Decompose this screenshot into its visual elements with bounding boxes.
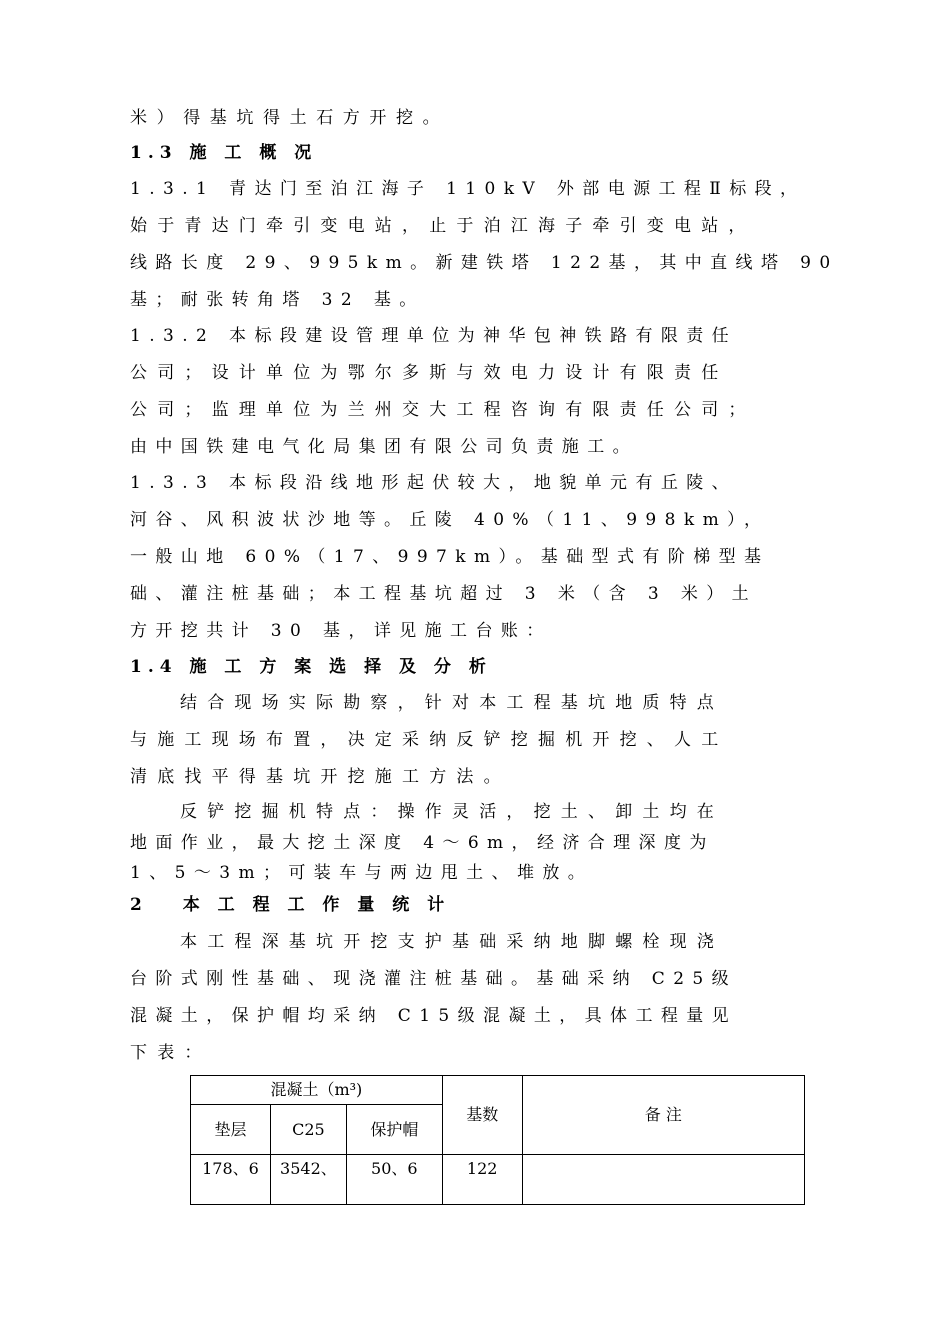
- text-line: 方开挖共计 30 基，详见施工台账：: [130, 621, 552, 641]
- text-line: 结合现场实际勘察，针对本工程基坑地质特点: [180, 693, 724, 713]
- jishu-header: 基数: [442, 1076, 522, 1155]
- section-heading: 1.3 施 工 概 况: [130, 143, 318, 163]
- beizhu-cell: [522, 1155, 804, 1205]
- text-line: 清底找平得基坑开挖施工方法。: [130, 767, 511, 787]
- text-line: 米）得基坑得土石方开挖。: [130, 108, 450, 128]
- baohumao-cell: 50、6: [346, 1155, 442, 1205]
- text-line: 下表：: [130, 1043, 212, 1063]
- text-line: 线路长度 29、995km。新建铁塔 122基，其中直线塔 90: [130, 253, 839, 273]
- quantity-table: [190, 1075, 805, 1205]
- concrete-group-header: 混凝土（m³): [191, 1076, 443, 1105]
- text-line: 由中国铁建电气化局集团有限公司负责施工。: [130, 437, 638, 457]
- text-line: 反铲挖掘机特点：操作灵活，挖土、卸土均在: [180, 802, 724, 822]
- dianceng-cell: 178、6: [191, 1155, 271, 1205]
- text-line: 台阶式刚性基础、现浇灌注桩基础。基础采纳 C25级: [130, 969, 738, 989]
- text-line: 始于青达门牵引变电站，止于泊江海子牵引变电站，: [130, 216, 756, 236]
- text-line: 混凝土，保护帽均采纳 C15级混凝土，具体工程量见: [130, 1006, 738, 1026]
- c25-cell: 3542、: [270, 1155, 346, 1205]
- text-line: 础、灌注桩基础；本工程基坑超过 3 米（含 3 米）土: [130, 584, 758, 604]
- section-heading: 1.4 施 工 方 案 选 择 及 分 析: [130, 657, 492, 677]
- text-line: 1.3.2 本标段建设管理单位为神华包神铁路有限责任: [130, 326, 738, 346]
- text-line: 公司；设计单位为鄂尔多斯与效电力设计有限责任: [130, 363, 729, 383]
- jishu-cell: 122: [442, 1155, 522, 1205]
- text-line: 公司；监理单位为兰州交大工程咨询有限责任公司；: [130, 400, 756, 420]
- text-line: 基；耐张转角塔 32 基。: [130, 290, 425, 310]
- table-row: [191, 1155, 805, 1205]
- beizhu-header: 备 注: [522, 1076, 804, 1155]
- text-line: 1、5～3m；可装车与两边甩土、堆放。: [130, 863, 594, 883]
- text-line: 河谷、风积波状沙地等。丘陵 40%（11、998km），: [130, 510, 770, 530]
- text-line: 一般山地 60%（17、997km）。基础型式有阶梯型基: [130, 547, 770, 567]
- text-line: 地面作业，最大挖土深度 4～6m，经济合理深度为: [130, 833, 715, 853]
- text-line: 1.3.1 青达门至泊江海子 110kV 外部电源工程Ⅱ标段，: [130, 179, 806, 199]
- text-line: 本工程深基坑开挖支护基础采纳地脚螺栓现浇: [180, 932, 724, 952]
- text-line: 1.3.3 本标段沿线地形起伏较大，地貌单元有丘陵、: [130, 473, 738, 493]
- text-line: 与施工现场布置，决定采纳反铲挖掘机开挖、人工: [130, 730, 729, 750]
- dianceng-header: 垫层: [191, 1105, 271, 1155]
- section-heading: 2 本 工 程 工 作 量 统 计: [130, 895, 451, 915]
- c25-header: C25: [270, 1105, 346, 1155]
- baohumao-header: 保护帽: [346, 1105, 442, 1155]
